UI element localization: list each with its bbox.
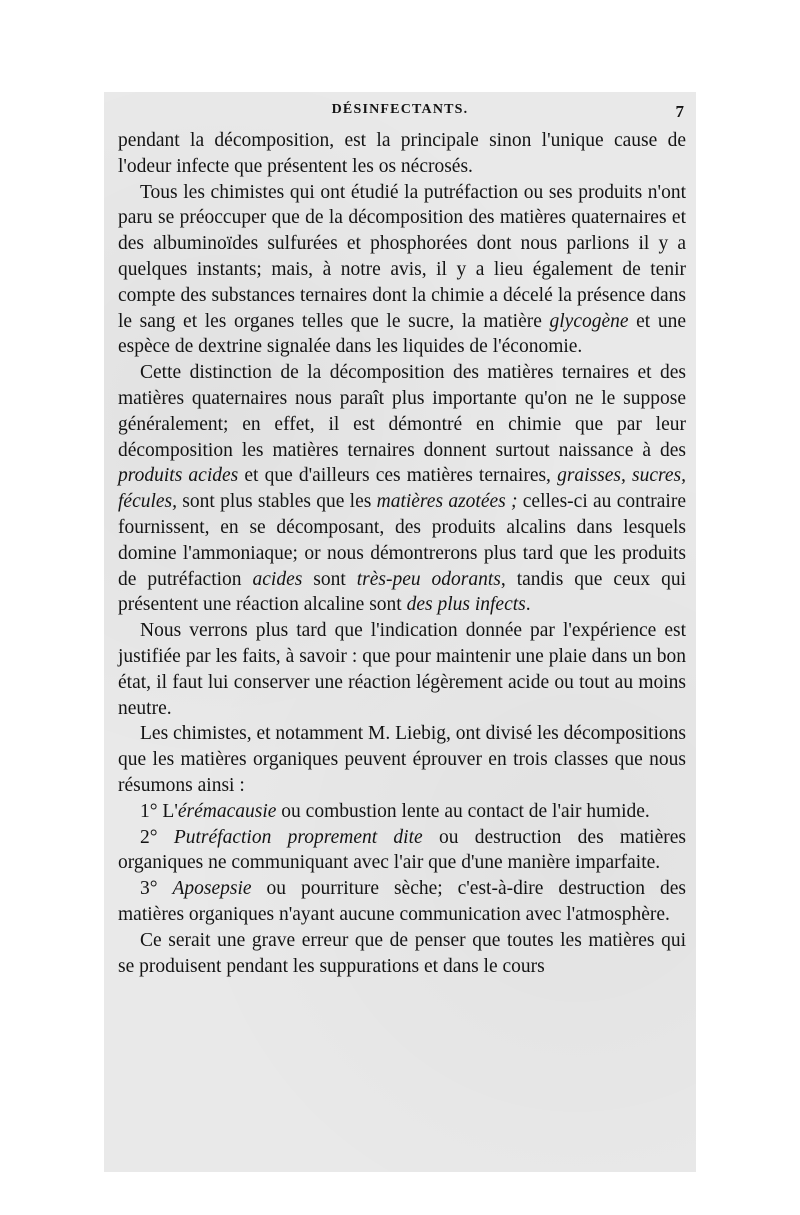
running-title: DÉSINFECTANTS.: [331, 102, 469, 117]
italic-text: glycogène: [549, 310, 629, 332]
italic-text: acides: [252, 568, 303, 590]
text-run: Tous les chimistes qui ont étudié la putréfaction ou ses produits n'ont paru se préoccuper que de la décomposition des matières quaternaires et des albuminoïdes sulfurées et phosphorées dont nous parlions il y a quelques instants; mais, à notre avis, il y a lieu également de tenir compte des substances ternaires dont la chimie a décelé la présence dans le sang et les organes telles que le sucre, la matière: [118, 181, 686, 332]
text-run: ou combustion lente au contact de l'air humide.: [276, 800, 650, 822]
text-run: celles-ci au contraire fournissent, en se décomposant, des produits alcalins dans lesquels domine l'ammoniaque; or nous démontrerons plus tard que les produits de putréfaction: [118, 491, 686, 590]
paragraph: [118, 360, 686, 618]
paragraph: [118, 721, 686, 798]
italic-text: érémacausie: [177, 800, 277, 822]
text-run: 1° L': [140, 800, 178, 822]
text-run: 3°: [140, 878, 173, 900]
text-run: 2°: [140, 826, 174, 848]
italic-text: des plus infects: [406, 594, 526, 616]
text-run: Ce serait une grave erreur que de penser que toutes les matières qui se produisent pendant les suppurations et dans le cours: [118, 929, 686, 977]
paragraph: [118, 128, 686, 180]
paragraph: [118, 876, 686, 928]
italic-text: graisses, sucres, fécules,: [118, 465, 686, 513]
page-header: [104, 102, 696, 122]
text-run: Les chimistes, et notamment M. Liebig, ont divisé les décompositions que les matières organiques peuvent éprouver en trois classes que nous résumons ainsi :: [118, 723, 686, 796]
body-text: [118, 128, 686, 979]
paragraph: [118, 799, 686, 825]
paragraph: [118, 180, 686, 361]
paragraph: [118, 618, 686, 721]
italic-text: Putréfaction proprement dite: [173, 826, 423, 848]
page-number: 7: [675, 102, 684, 121]
book-page: [104, 92, 696, 1172]
text-run: et une espèce de dextrine signalée dans les liquides de l'économie.: [118, 310, 686, 358]
text-run: Nous verrons plus tard que l'indication donnée par l'expérience est justifiée par les faits, à savoir : que pour maintenir une plaie dans un bon état, il faut lui conserver une réaction légèrement acide ou tout au moins neutre.: [118, 620, 686, 719]
text-run: pendant la décomposition, est la principale sinon l'unique cause de l'odeur infecte que présentent les os nécrosés.: [118, 130, 686, 177]
paragraph: [118, 928, 686, 980]
text-run: .: [525, 594, 531, 616]
italic-text: produits acides: [118, 465, 239, 487]
text-run: , tandis que ceux qui présentent une réaction alcaline sont: [118, 568, 686, 616]
italic-text: matières azotées ;: [376, 491, 518, 513]
text-run: sont plus stables que les: [177, 491, 377, 513]
text-run: ou pourriture sèche; c'est-à-dire destruction des matières organiques n'ayant aucune communication avec l'atmosphère.: [118, 878, 686, 925]
text-run: ou destruction des matières organiques ne communiquant avec l'air que d'une manière imparfaite.: [118, 826, 686, 874]
text-run: sont: [302, 568, 357, 590]
text-run: Cette distinction de la décomposition des matières ternaires et des matières quaternaires nous paraît plus importante qu'on ne le suppose généralement; en effet, il est démontré en chimie que par leur décomposition les matières ternaires donnent surtout naissance à des: [118, 362, 686, 461]
paragraph: [118, 825, 686, 877]
text-run: et que d'ailleurs ces matières ternaires,: [238, 465, 558, 487]
italic-text: Aposepsie: [172, 878, 252, 900]
italic-text: très-peu odorants: [356, 568, 501, 590]
